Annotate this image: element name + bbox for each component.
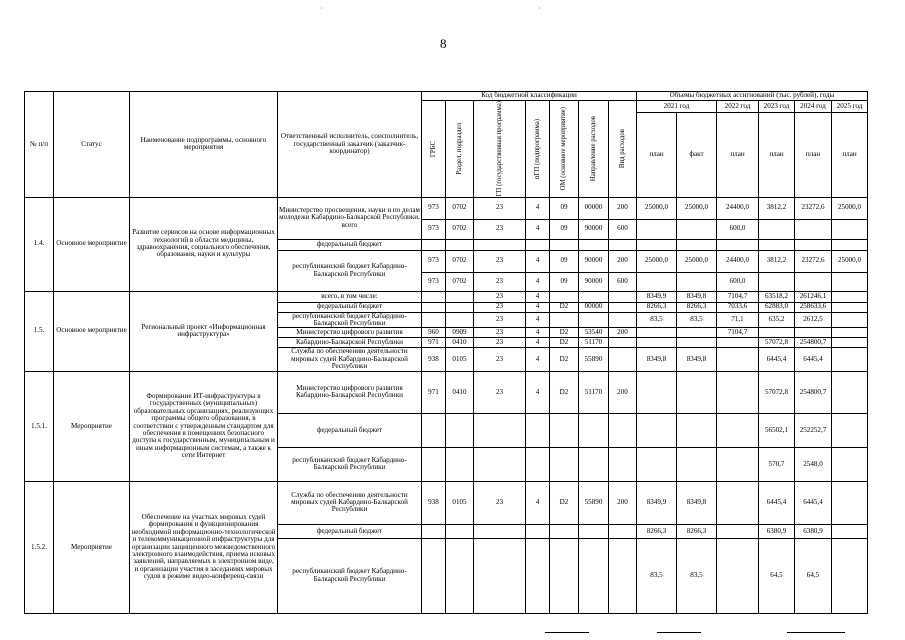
code-cell xyxy=(550,447,579,481)
amount-cell xyxy=(717,348,759,371)
code-cell xyxy=(422,239,446,250)
code-cell xyxy=(526,447,550,481)
table-row xyxy=(25,371,868,413)
amount-cell xyxy=(832,348,868,371)
code-cell: 23 xyxy=(474,219,526,239)
executor-cell: республиканский бюджет Кабардино-Балкарской Республики xyxy=(278,312,422,328)
code-cell xyxy=(579,413,609,447)
code-cell: 4 xyxy=(526,481,550,524)
amount-cell: 71,1 xyxy=(717,312,759,328)
amount-cell: 6445,4 xyxy=(759,481,795,524)
code-cell: 4 xyxy=(526,312,550,328)
year-header: 2021 год xyxy=(637,101,717,113)
code-cell: 971 xyxy=(422,371,446,413)
amount-cell: 254800,7 xyxy=(795,371,832,413)
amount-cell: 7104,7 xyxy=(717,328,759,338)
code-cell: 0410 xyxy=(446,338,474,348)
year-header: 2022 год xyxy=(717,101,759,113)
executor-cell: Министерство цифрового развития xyxy=(278,328,422,338)
amount-cell: 83,5 xyxy=(677,538,717,613)
code-cell: 4 xyxy=(526,219,550,239)
amount-cell: 258633,6 xyxy=(795,302,832,312)
col-num-header: № п/п xyxy=(25,92,54,198)
code-cell: 973 xyxy=(422,219,446,239)
amount-cell: 600,0 xyxy=(717,219,759,239)
page-number: 8 xyxy=(440,36,447,51)
code-cell: 200 xyxy=(609,250,637,272)
amount-cell xyxy=(832,481,868,524)
code-cell xyxy=(609,524,637,538)
amount-cell xyxy=(832,524,868,538)
code-cell: 600 xyxy=(609,272,637,291)
amount-cell xyxy=(677,328,717,338)
amount-cell xyxy=(717,371,759,413)
amount-cell xyxy=(637,413,677,447)
code-cell xyxy=(526,538,550,613)
code-cell: 4 xyxy=(526,348,550,371)
code-cell: 00000 xyxy=(579,302,609,312)
code-cell: 00000 xyxy=(579,197,609,219)
amount-cell xyxy=(677,219,717,239)
group-num: 1.5.2. xyxy=(25,481,54,613)
code-cell: 23 xyxy=(474,272,526,291)
code-cell: 51170 xyxy=(579,371,609,413)
amount-cell xyxy=(717,447,759,481)
code-cell: D2 xyxy=(550,338,579,348)
amount-cell xyxy=(832,338,868,348)
budget-table xyxy=(24,91,868,614)
code-group-header: Код бюджетной классификации xyxy=(422,92,637,101)
amount-cell xyxy=(832,302,868,312)
code-cell xyxy=(422,447,446,481)
code-cell xyxy=(526,524,550,538)
executor-cell: республиканский бюджет Кабардино-Балкарской Республики xyxy=(278,447,422,481)
code-cell xyxy=(474,524,526,538)
executor-cell: республиканский бюджет Кабардино-Балкарской Республики xyxy=(278,250,422,291)
amount-cell: 8266,3 xyxy=(637,524,677,538)
amount-cell: 64,5 xyxy=(759,538,795,613)
amount-cell xyxy=(795,219,832,239)
code-cell xyxy=(446,312,474,328)
code-cell: 0702 xyxy=(446,197,474,219)
amount-cell: 600,0 xyxy=(717,272,759,291)
amount-cell: 24400,0 xyxy=(717,197,759,219)
code-cell: 4 xyxy=(526,328,550,338)
amount-cell xyxy=(759,219,795,239)
code-cell xyxy=(446,413,474,447)
signature-line xyxy=(657,632,701,633)
amount-cell: 7033,6 xyxy=(717,302,759,312)
executor-cell: федеральный бюджет xyxy=(278,524,422,538)
code-cell: 200 xyxy=(609,197,637,219)
group-status: Мероприятие xyxy=(54,371,130,481)
amount-cell: 8349,9 xyxy=(637,291,677,302)
amount-cell xyxy=(677,413,717,447)
amount-cell xyxy=(832,239,868,250)
code-cell xyxy=(526,239,550,250)
group-name: Региональный проект «Информационная инфраструктура» xyxy=(130,291,278,371)
code-cell: 0702 xyxy=(446,219,474,239)
code-col-header: ГП (государственная программа) xyxy=(474,101,526,198)
amount-cell xyxy=(832,413,868,447)
code-cell: 23 xyxy=(474,481,526,524)
code-cell xyxy=(422,538,446,613)
group-name: Обеспечение на участках мировых судей формирования и функционирования необходимой информационно-технологической и телекоммуникационной инфраструктуры для организации защищенного межведомственного электронного взаимодействия, приема исковых заявлений, направляемых в электронном виде, и организации участия в заседаниях мировых судов в режиме видео-конференц-связи xyxy=(130,481,278,613)
code-cell xyxy=(550,413,579,447)
amount-cell: 7104,7 xyxy=(717,291,759,302)
code-cell: 4 xyxy=(526,272,550,291)
code-cell: 200 xyxy=(609,481,637,524)
amount-cell: 635,2 xyxy=(759,312,795,328)
amount-cell xyxy=(717,239,759,250)
code-cell xyxy=(474,538,526,613)
code-cell: 0105 xyxy=(446,348,474,371)
code-cell: 90000 xyxy=(579,219,609,239)
amount-cell: 3812,2 xyxy=(759,250,795,272)
amount-cell xyxy=(637,219,677,239)
code-cell: 973 xyxy=(422,197,446,219)
executor-cell: Кабардино-Балкарской Республики xyxy=(278,338,422,348)
sub-header: факт xyxy=(677,113,717,197)
amount-cell xyxy=(717,481,759,524)
code-cell: 938 xyxy=(422,481,446,524)
amount-cell xyxy=(717,413,759,447)
amount-cell xyxy=(717,538,759,613)
col-name-header: Наименование подпрограммы, основного мероприятия xyxy=(130,92,278,198)
code-cell xyxy=(609,239,637,250)
signature-line xyxy=(787,632,845,633)
amount-cell xyxy=(677,371,717,413)
code-cell xyxy=(550,239,579,250)
amount-cell: 6380,9 xyxy=(759,524,795,538)
code-cell: 53540 xyxy=(579,328,609,338)
amount-cell: 254800,7 xyxy=(795,338,832,348)
amount-cell xyxy=(717,524,759,538)
year-header: 2024 год xyxy=(795,101,832,113)
code-cell xyxy=(422,524,446,538)
amount-cell xyxy=(832,328,868,338)
code-cell: 960 xyxy=(422,328,446,338)
amount-cell: 83,5 xyxy=(637,312,677,328)
code-cell xyxy=(474,413,526,447)
amount-cell: 24400,0 xyxy=(717,250,759,272)
executor-cell: федеральный бюджет xyxy=(278,239,422,250)
amount-cell xyxy=(637,328,677,338)
amount-cell xyxy=(637,272,677,291)
code-cell xyxy=(579,447,609,481)
amount-cell xyxy=(637,239,677,250)
executor-cell: Министерство цифрового развития Кабардино-Балкарской Республики xyxy=(278,371,422,413)
amount-cell: 57072,8 xyxy=(759,371,795,413)
amount-cell: 23272,6 xyxy=(795,197,832,219)
amount-cell: 3812,2 xyxy=(759,197,795,219)
group-status: Основное мероприятие xyxy=(54,197,130,291)
amount-cell xyxy=(795,239,832,250)
code-cell xyxy=(579,312,609,328)
amount-cell xyxy=(832,538,868,613)
code-cell: 973 xyxy=(422,272,446,291)
code-cell: 09 xyxy=(550,197,579,219)
col-status-header: Статус xyxy=(54,92,130,198)
code-cell: 90000 xyxy=(579,272,609,291)
code-cell xyxy=(550,524,579,538)
sub-header: план xyxy=(717,113,759,197)
code-cell: 23 xyxy=(474,302,526,312)
sub-header: план xyxy=(637,113,677,197)
code-cell: 0702 xyxy=(446,272,474,291)
code-cell: 4 xyxy=(526,302,550,312)
table-row xyxy=(25,291,868,302)
code-cell xyxy=(446,538,474,613)
group-status: Основное мероприятие xyxy=(54,291,130,371)
amount-cell: 8349,8 xyxy=(677,348,717,371)
code-col-header: пГП (подпрограмма) xyxy=(526,101,550,198)
amount-cell: 8266,3 xyxy=(637,302,677,312)
code-col-header: Направление расходов xyxy=(579,101,609,198)
amount-cell: 64,5 xyxy=(795,538,832,613)
code-cell xyxy=(609,348,637,371)
amount-cell: 8349,9 xyxy=(637,481,677,524)
code-cell: 55890 xyxy=(579,481,609,524)
code-cell xyxy=(446,447,474,481)
group-name: Развитие сервисов на основе информационных технологий в области медицины, здравоохранения, социального обеспечения, образования, науки и культуры xyxy=(130,197,278,291)
amount-cell: 25000,0 xyxy=(637,250,677,272)
code-col-header: ГРБС xyxy=(422,101,446,198)
amount-cell: 8266,3 xyxy=(677,524,717,538)
executor-cell: федеральный бюджет xyxy=(278,302,422,312)
amount-cell: 23272,6 xyxy=(795,250,832,272)
volume-group-header: Объемы бюджетных ассигнований (тыс. рублей), годы xyxy=(637,92,868,101)
amount-cell xyxy=(832,291,868,302)
amount-cell: 261246,1 xyxy=(795,291,832,302)
amount-cell: 2548,0 xyxy=(795,447,832,481)
amount-cell: 8266,3 xyxy=(677,302,717,312)
code-cell: D2 xyxy=(550,481,579,524)
code-cell: 200 xyxy=(609,328,637,338)
code-cell: 4 xyxy=(526,371,550,413)
group-name: Формирование ИТ-инфраструктуры в государственных (муниципальных) образовательных организациях, реализующих программы общего образования, в соответствии с утвержденным стандартом для обеспечения в помещениях безопасного доступа к государственным, муниципальным и иным информационным системам, а также к сети Интернет xyxy=(130,371,278,481)
sub-header: план xyxy=(759,113,795,197)
amount-cell xyxy=(759,239,795,250)
amount-cell xyxy=(832,219,868,239)
code-cell: 55890 xyxy=(579,348,609,371)
code-cell xyxy=(609,338,637,348)
amount-cell: 25000,0 xyxy=(832,250,868,272)
code-cell xyxy=(609,413,637,447)
code-cell: D2 xyxy=(550,348,579,371)
amount-cell xyxy=(832,371,868,413)
amount-cell xyxy=(637,447,677,481)
code-cell: 23 xyxy=(474,328,526,338)
code-cell xyxy=(446,291,474,302)
amount-cell xyxy=(759,328,795,338)
code-col-header: Вид расходов xyxy=(609,101,637,198)
amount-cell xyxy=(832,312,868,328)
group-num: 1.5.1. xyxy=(25,371,54,481)
amount-cell xyxy=(677,338,717,348)
group-num: 1.5. xyxy=(25,291,54,371)
scan-speck: · xyxy=(538,4,541,13)
amount-cell: 25000,0 xyxy=(677,250,717,272)
code-cell: 23 xyxy=(474,197,526,219)
group-status: Мероприятие xyxy=(54,481,130,613)
amount-cell: 252252,7 xyxy=(795,413,832,447)
amount-cell: 570,7 xyxy=(759,447,795,481)
code-cell xyxy=(550,291,579,302)
table-row xyxy=(25,197,868,219)
code-cell xyxy=(609,447,637,481)
amount-cell: 83,5 xyxy=(637,538,677,613)
code-cell: D2 xyxy=(550,371,579,413)
code-cell: 23 xyxy=(474,291,526,302)
sub-header: план xyxy=(795,113,832,197)
amount-cell: 25000,0 xyxy=(637,197,677,219)
code-col-header: ОМ (основное мероприятие) xyxy=(550,101,579,198)
code-cell: 09 xyxy=(550,219,579,239)
code-cell xyxy=(526,413,550,447)
col-exec-header: Ответственный исполнитель, соисполнитель, государственный заказчик (заказчик-координатор) xyxy=(278,92,422,198)
code-cell: 4 xyxy=(526,291,550,302)
code-cell xyxy=(550,538,579,613)
code-cell: 23 xyxy=(474,250,526,272)
amount-cell xyxy=(795,328,832,338)
code-cell: 0909 xyxy=(446,328,474,338)
executor-cell: Министерство просвещения, науки и по делам молодежи Кабардино-Балкарской Республики, всего xyxy=(278,197,422,239)
amount-cell: 6445,4 xyxy=(795,348,832,371)
executor-cell: Служба по обеспечению деятельности мировых судей Кабардино-Балкарской Республики xyxy=(278,348,422,371)
code-cell xyxy=(579,239,609,250)
code-cell: 09 xyxy=(550,250,579,272)
code-cell: 4 xyxy=(526,338,550,348)
code-cell: 23 xyxy=(474,338,526,348)
signature-line xyxy=(545,632,589,633)
code-cell xyxy=(579,524,609,538)
amount-cell xyxy=(795,272,832,291)
code-cell xyxy=(609,302,637,312)
code-cell xyxy=(609,538,637,613)
amount-cell: 8349,8 xyxy=(637,348,677,371)
code-cell: 0410 xyxy=(446,371,474,413)
amount-cell: 83,5 xyxy=(677,312,717,328)
code-col-header: Раздел, подраздел xyxy=(446,101,474,198)
amount-cell: 62883,0 xyxy=(759,302,795,312)
code-cell xyxy=(422,413,446,447)
amount-cell: 2612,5 xyxy=(795,312,832,328)
amount-cell xyxy=(832,447,868,481)
amount-cell: 25000,0 xyxy=(677,197,717,219)
code-cell: 200 xyxy=(609,371,637,413)
amount-cell: 57072,8 xyxy=(759,338,795,348)
code-cell: 09 xyxy=(550,272,579,291)
executor-cell: Служба по обеспечению деятельности мировых судей Кабардино-Балкарской Республики xyxy=(278,481,422,524)
code-cell: 23 xyxy=(474,348,526,371)
code-cell: 600 xyxy=(609,219,637,239)
code-cell xyxy=(474,239,526,250)
amount-cell xyxy=(637,371,677,413)
year-header: 2025 год xyxy=(832,101,868,113)
code-cell xyxy=(422,291,446,302)
code-cell xyxy=(422,302,446,312)
amount-cell xyxy=(759,272,795,291)
code-cell xyxy=(609,291,637,302)
amount-cell: 25000,0 xyxy=(832,197,868,219)
amount-cell: 8349,8 xyxy=(677,291,717,302)
executor-cell: всего, в том числе: xyxy=(278,291,422,302)
code-cell xyxy=(422,312,446,328)
amount-cell xyxy=(637,338,677,348)
group-num: 1.4. xyxy=(25,197,54,291)
code-cell: 90000 xyxy=(579,250,609,272)
amount-cell: 63518,2 xyxy=(759,291,795,302)
code-cell: 0702 xyxy=(446,250,474,272)
code-cell: 51170 xyxy=(579,338,609,348)
code-cell xyxy=(550,312,579,328)
executor-cell: республиканский бюджет Кабардино-Балкарской Республики xyxy=(278,538,422,613)
code-cell xyxy=(474,447,526,481)
year-header: 2023 год xyxy=(759,101,795,113)
amount-cell xyxy=(677,239,717,250)
scan-speck: · xyxy=(320,4,323,13)
code-cell xyxy=(446,524,474,538)
code-cell xyxy=(446,302,474,312)
code-cell: 4 xyxy=(526,197,550,219)
amount-cell: 8349,8 xyxy=(677,481,717,524)
code-cell: 0105 xyxy=(446,481,474,524)
amount-cell xyxy=(677,272,717,291)
code-cell: 938 xyxy=(422,348,446,371)
amount-cell xyxy=(677,447,717,481)
code-cell: 23 xyxy=(474,371,526,413)
code-cell xyxy=(579,291,609,302)
code-cell: 4 xyxy=(526,250,550,272)
amount-cell xyxy=(717,338,759,348)
amount-cell: 6380,9 xyxy=(795,524,832,538)
code-cell: 973 xyxy=(422,250,446,272)
code-cell xyxy=(446,239,474,250)
sub-header: план xyxy=(832,113,868,197)
code-cell: D2 xyxy=(550,328,579,338)
code-cell: 23 xyxy=(474,312,526,328)
code-cell: D2 xyxy=(550,302,579,312)
code-cell xyxy=(609,312,637,328)
table-row xyxy=(25,481,868,524)
executor-cell: федеральный бюджет xyxy=(278,413,422,447)
amount-cell: 6445,4 xyxy=(759,348,795,371)
amount-cell: 56502,1 xyxy=(759,413,795,447)
code-cell: 971 xyxy=(422,338,446,348)
amount-cell: 6445,4 xyxy=(795,481,832,524)
code-cell xyxy=(579,538,609,613)
amount-cell xyxy=(832,272,868,291)
